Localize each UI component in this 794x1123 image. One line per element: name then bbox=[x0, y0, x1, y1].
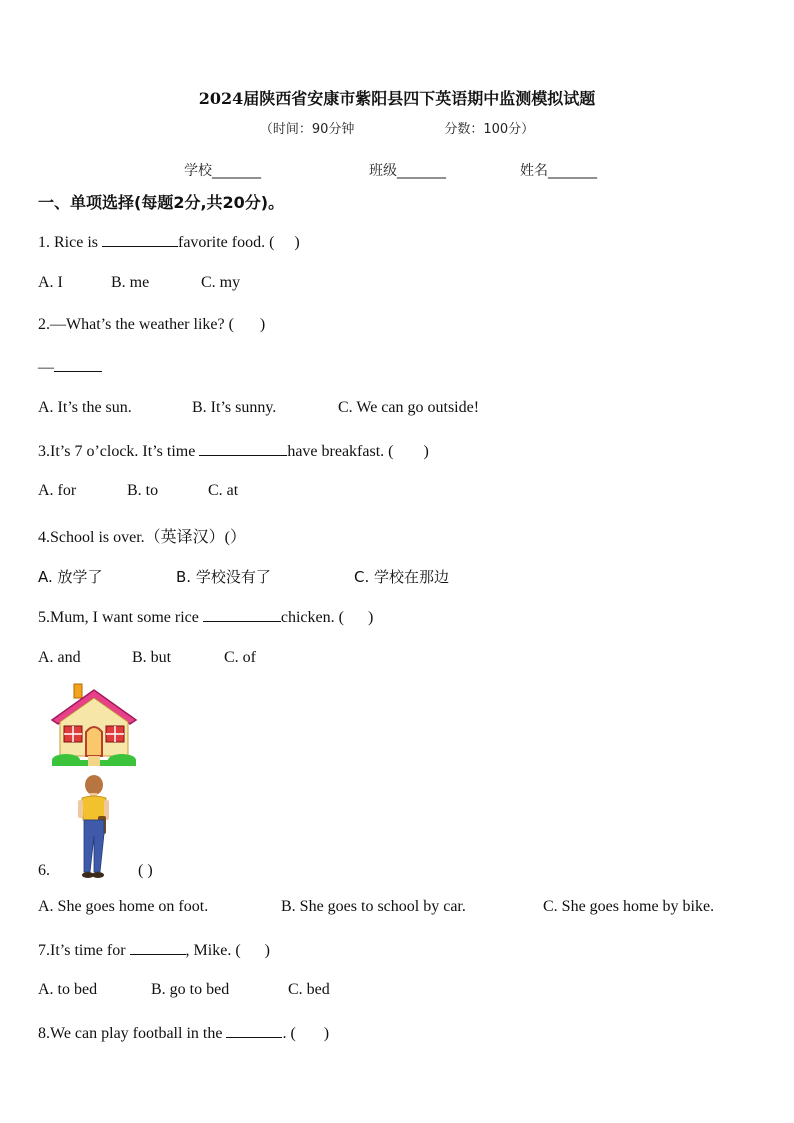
school-field: 学校_______ bbox=[184, 163, 261, 179]
question-8: 8.We can play football in the . ( ) bbox=[38, 1025, 330, 1042]
question-7: 7.It’s time for , Mike. ( ) bbox=[38, 942, 270, 959]
question-7-options bbox=[38, 981, 330, 999]
option-b: B. to bbox=[127, 482, 159, 499]
answer-blank bbox=[54, 357, 102, 372]
question-2-options bbox=[38, 399, 479, 417]
option-a: A. to bed bbox=[38, 981, 98, 998]
chimney bbox=[74, 684, 82, 698]
question-2-answer-line: — bbox=[38, 357, 102, 377]
question-4: 4.School is over.（英译汉）(） bbox=[38, 529, 246, 546]
class-field: 班级_______ bbox=[369, 163, 446, 179]
answer-blank bbox=[199, 441, 287, 456]
option-c: C. 学校在那边 bbox=[354, 568, 450, 586]
option-a: A. for bbox=[38, 482, 77, 499]
question-2: 2.—What’s the weather like? ( ) bbox=[38, 316, 266, 333]
question-5-options bbox=[38, 649, 256, 667]
option-a: A. It’s the sun. bbox=[38, 399, 132, 416]
option-c: C. my bbox=[201, 274, 241, 291]
option-b: B. She goes to school by car. bbox=[281, 898, 466, 915]
option-c: C. bed bbox=[288, 981, 330, 998]
option-c: C. We can go outside! bbox=[338, 399, 480, 416]
time-label: （时间：90分钟 bbox=[259, 122, 355, 137]
answer-blank bbox=[226, 1023, 282, 1038]
question-1: 1. Rice is favorite food. ( ) bbox=[38, 234, 300, 251]
answer-blank bbox=[203, 607, 281, 622]
house-illustration bbox=[50, 682, 138, 768]
question-6-options bbox=[38, 898, 714, 916]
answer-blank bbox=[130, 940, 186, 955]
option-a: A. I bbox=[38, 274, 63, 291]
question-3-options bbox=[38, 482, 238, 500]
option-b: B. but bbox=[132, 649, 172, 666]
option-a: A. She goes home on foot. bbox=[38, 898, 209, 915]
question-1-options bbox=[38, 274, 240, 292]
option-c: C. She goes home by bike. bbox=[543, 898, 715, 915]
question-3: 3.It’s 7 o’clock. It’s time have breakfast. ( ) bbox=[38, 443, 429, 460]
page-title: 2024届陕西省安康市紫阳县四下英语期中监测模拟试题 bbox=[198, 89, 596, 108]
option-b: B. go to bed bbox=[151, 981, 230, 998]
option-c: C. at bbox=[208, 482, 239, 499]
exam-subtitle bbox=[0, 118, 794, 137]
hair bbox=[85, 775, 103, 795]
door bbox=[86, 727, 102, 756]
option-c: C. of bbox=[224, 649, 256, 666]
path bbox=[88, 756, 100, 766]
question-4-options bbox=[38, 566, 449, 587]
option-a: A. 放学了 bbox=[38, 568, 103, 586]
score-label: 分数：100分） bbox=[444, 122, 535, 137]
answer-blank bbox=[102, 232, 178, 247]
question-6: 6. ( ) bbox=[38, 862, 153, 879]
question-5: 5.Mum, I want some rice chicken. ( ) bbox=[38, 609, 374, 626]
option-a: A. and bbox=[38, 649, 81, 666]
name-field: 姓名_______ bbox=[520, 163, 597, 179]
option-b: B. me bbox=[111, 274, 150, 291]
option-b: B. 学校没有了 bbox=[176, 568, 271, 586]
section-title: 一、单项选择(每题2分,共20分)。 bbox=[38, 193, 285, 212]
option-b: B. It’s sunny. bbox=[192, 399, 277, 416]
